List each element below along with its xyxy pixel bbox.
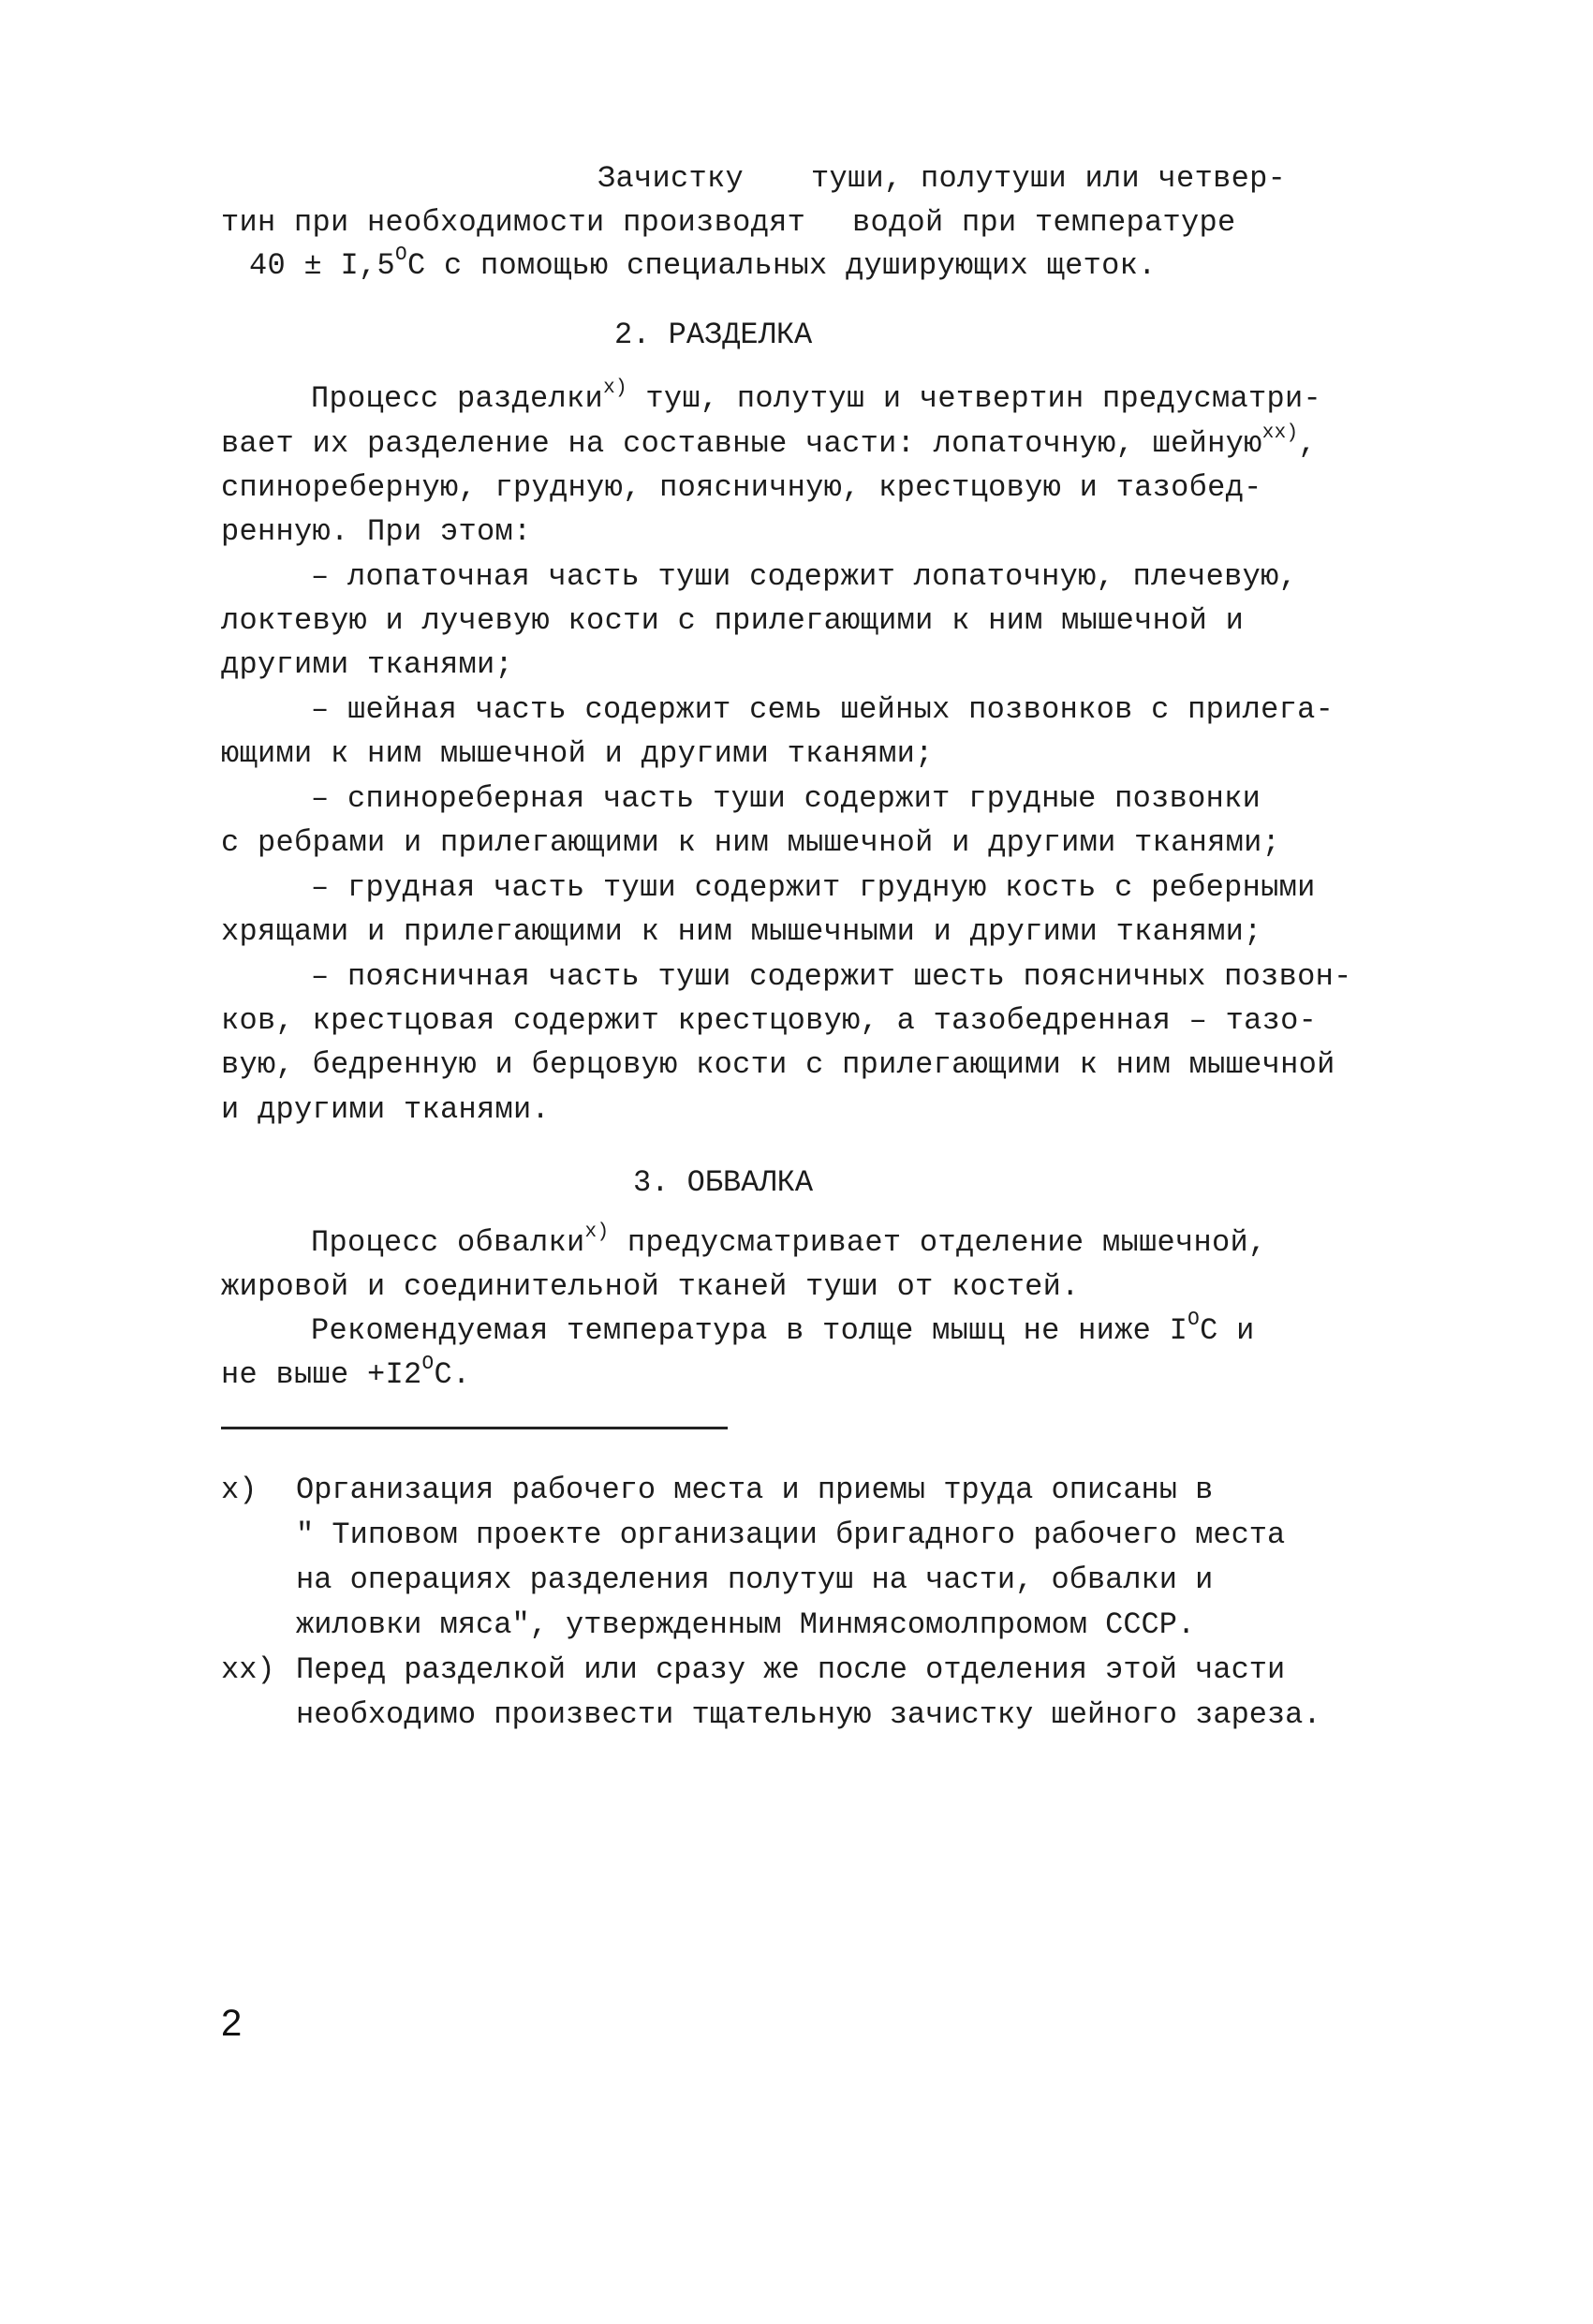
- s2-item-5-line-2: ков, крестцовая содержит крестцовую, а тазобедренная – тазо-: [221, 1003, 1318, 1038]
- footnote-separator: [221, 1427, 728, 1429]
- s3-p2-line-1: [311, 1310, 1255, 1348]
- footnote-1-mark: х): [221, 1473, 258, 1507]
- s3-p2-text-b: С и: [1200, 1313, 1255, 1348]
- s2-item-2-line-2: ющими к ним мышечной и другими тканями;: [221, 736, 934, 771]
- footnote-ref: х): [584, 1221, 610, 1243]
- footnote-2-mark: хх): [221, 1652, 275, 1687]
- s3-p1-line-2: жировой и соединительной тканей туши от костей.: [221, 1269, 1080, 1304]
- s2-p1-line-4: ренную. При этом:: [221, 514, 532, 549]
- page-number: 2: [221, 2003, 243, 2044]
- s2-p1-text-b: туш, полутуш и четвертин предусматри-: [627, 381, 1321, 416]
- s2-item-1-line-2: локтевую и лучевую кости с прилегающими к ним мышечной и: [221, 603, 1245, 638]
- s2-p1-text-a: Процесс разделки: [311, 381, 604, 416]
- footnote-2-line-1: Перед разделкой или сразу же после отделения этой части: [296, 1652, 1286, 1687]
- footnote-1-line-2: " Типовом проекте организации бригадного рабочего места: [296, 1517, 1286, 1552]
- degree-mark: О: [1187, 1310, 1201, 1331]
- footnote-ref: хх): [1261, 422, 1299, 444]
- s2-p1-text-d: ,: [1298, 426, 1317, 461]
- s2-p1-line-1: [311, 377, 1321, 416]
- plus-minus-sign: ±: [303, 248, 323, 283]
- footnote-1-line-3: на операциях разделения полутуш на части, обвалки и: [296, 1562, 1214, 1597]
- footnote-1-line-4: жиловки мяса", утвержденным Минмясомолпромом СССР.: [296, 1607, 1196, 1642]
- intro-line-1b: туши, полутуши или четвер-: [811, 161, 1287, 196]
- s2-p1-text-c: вает их разделение на составные части: лопаточную, шейную: [221, 426, 1262, 461]
- degree-mark: О: [421, 1354, 435, 1375]
- s2-item-5-line-3: вую, бедренную и берцовую кости с прилегающими к ним мышечной: [221, 1047, 1335, 1082]
- intro-number: 40: [249, 248, 304, 283]
- section-2-title: 2. РАЗДЕЛКА: [614, 318, 813, 352]
- intro-line-2b: водой при температуре: [852, 205, 1236, 240]
- s2-item-5-line-1: – поясничная часть туши содержит шесть поясничных позвон-: [311, 959, 1352, 994]
- footnote-2-line-2: необходимо произвести тщательную зачистку шейного зареза.: [296, 1697, 1321, 1732]
- s2-p1-line-2: [221, 422, 1317, 461]
- intro-line-3: [249, 244, 1157, 283]
- s3-p2-text-c: не выше +I2: [221, 1357, 422, 1392]
- intro-rest: С с помощью специальных душирующих щеток.: [406, 248, 1157, 283]
- s2-item-4-line-1: – грудная часть туши содержит грудную кость с реберными: [311, 870, 1316, 905]
- s2-item-1-line-1: – лопаточная часть туши содержит лопаточную, плечевую,: [311, 559, 1298, 594]
- s2-item-3-line-1: – спинореберная часть туши содержит грудные позвонки: [311, 781, 1261, 816]
- s3-p2-line-2: [221, 1354, 471, 1392]
- s3-p1-text-a: Процесс обвалки: [311, 1225, 585, 1260]
- footnote-1-line-1: Организация рабочего места и приемы труда описаны в: [296, 1473, 1214, 1507]
- section-3-title: 3. ОБВАЛКА: [633, 1165, 814, 1200]
- s2-item-3-line-2: с ребрами и прилегающими к ним мышечной и другими тканями;: [221, 825, 1281, 860]
- s2-p1-line-3: спинореберную, грудную, поясничную, крестцовую и тазобед-: [221, 470, 1262, 505]
- footnote-ref: х): [603, 377, 627, 399]
- s2-item-5-line-4: и другими тканями.: [221, 1092, 551, 1127]
- degree-mark: О: [395, 244, 407, 266]
- intro-line-2a: тин при необходимости производят: [221, 205, 806, 240]
- intro-value: I,5: [322, 248, 396, 283]
- s3-p1-text-b: предусматривает отделение мышечной,: [609, 1225, 1267, 1260]
- s3-p2-text-d: С.: [434, 1357, 471, 1392]
- intro-line-1a: Зачистку: [597, 161, 745, 196]
- s3-p1-line-1: [311, 1221, 1267, 1260]
- s2-item-2-line-1: – шейная часть содержит семь шейных позвонков с прилега-: [311, 692, 1335, 727]
- s2-item-4-line-2: хрящами и прилегающими к ним мышечными и другими тканями;: [221, 914, 1262, 949]
- s2-item-1-line-3: другими тканями;: [221, 647, 514, 682]
- s3-p2-text-a: Рекомендуемая температура в толще мышц не ниже I: [311, 1313, 1188, 1348]
